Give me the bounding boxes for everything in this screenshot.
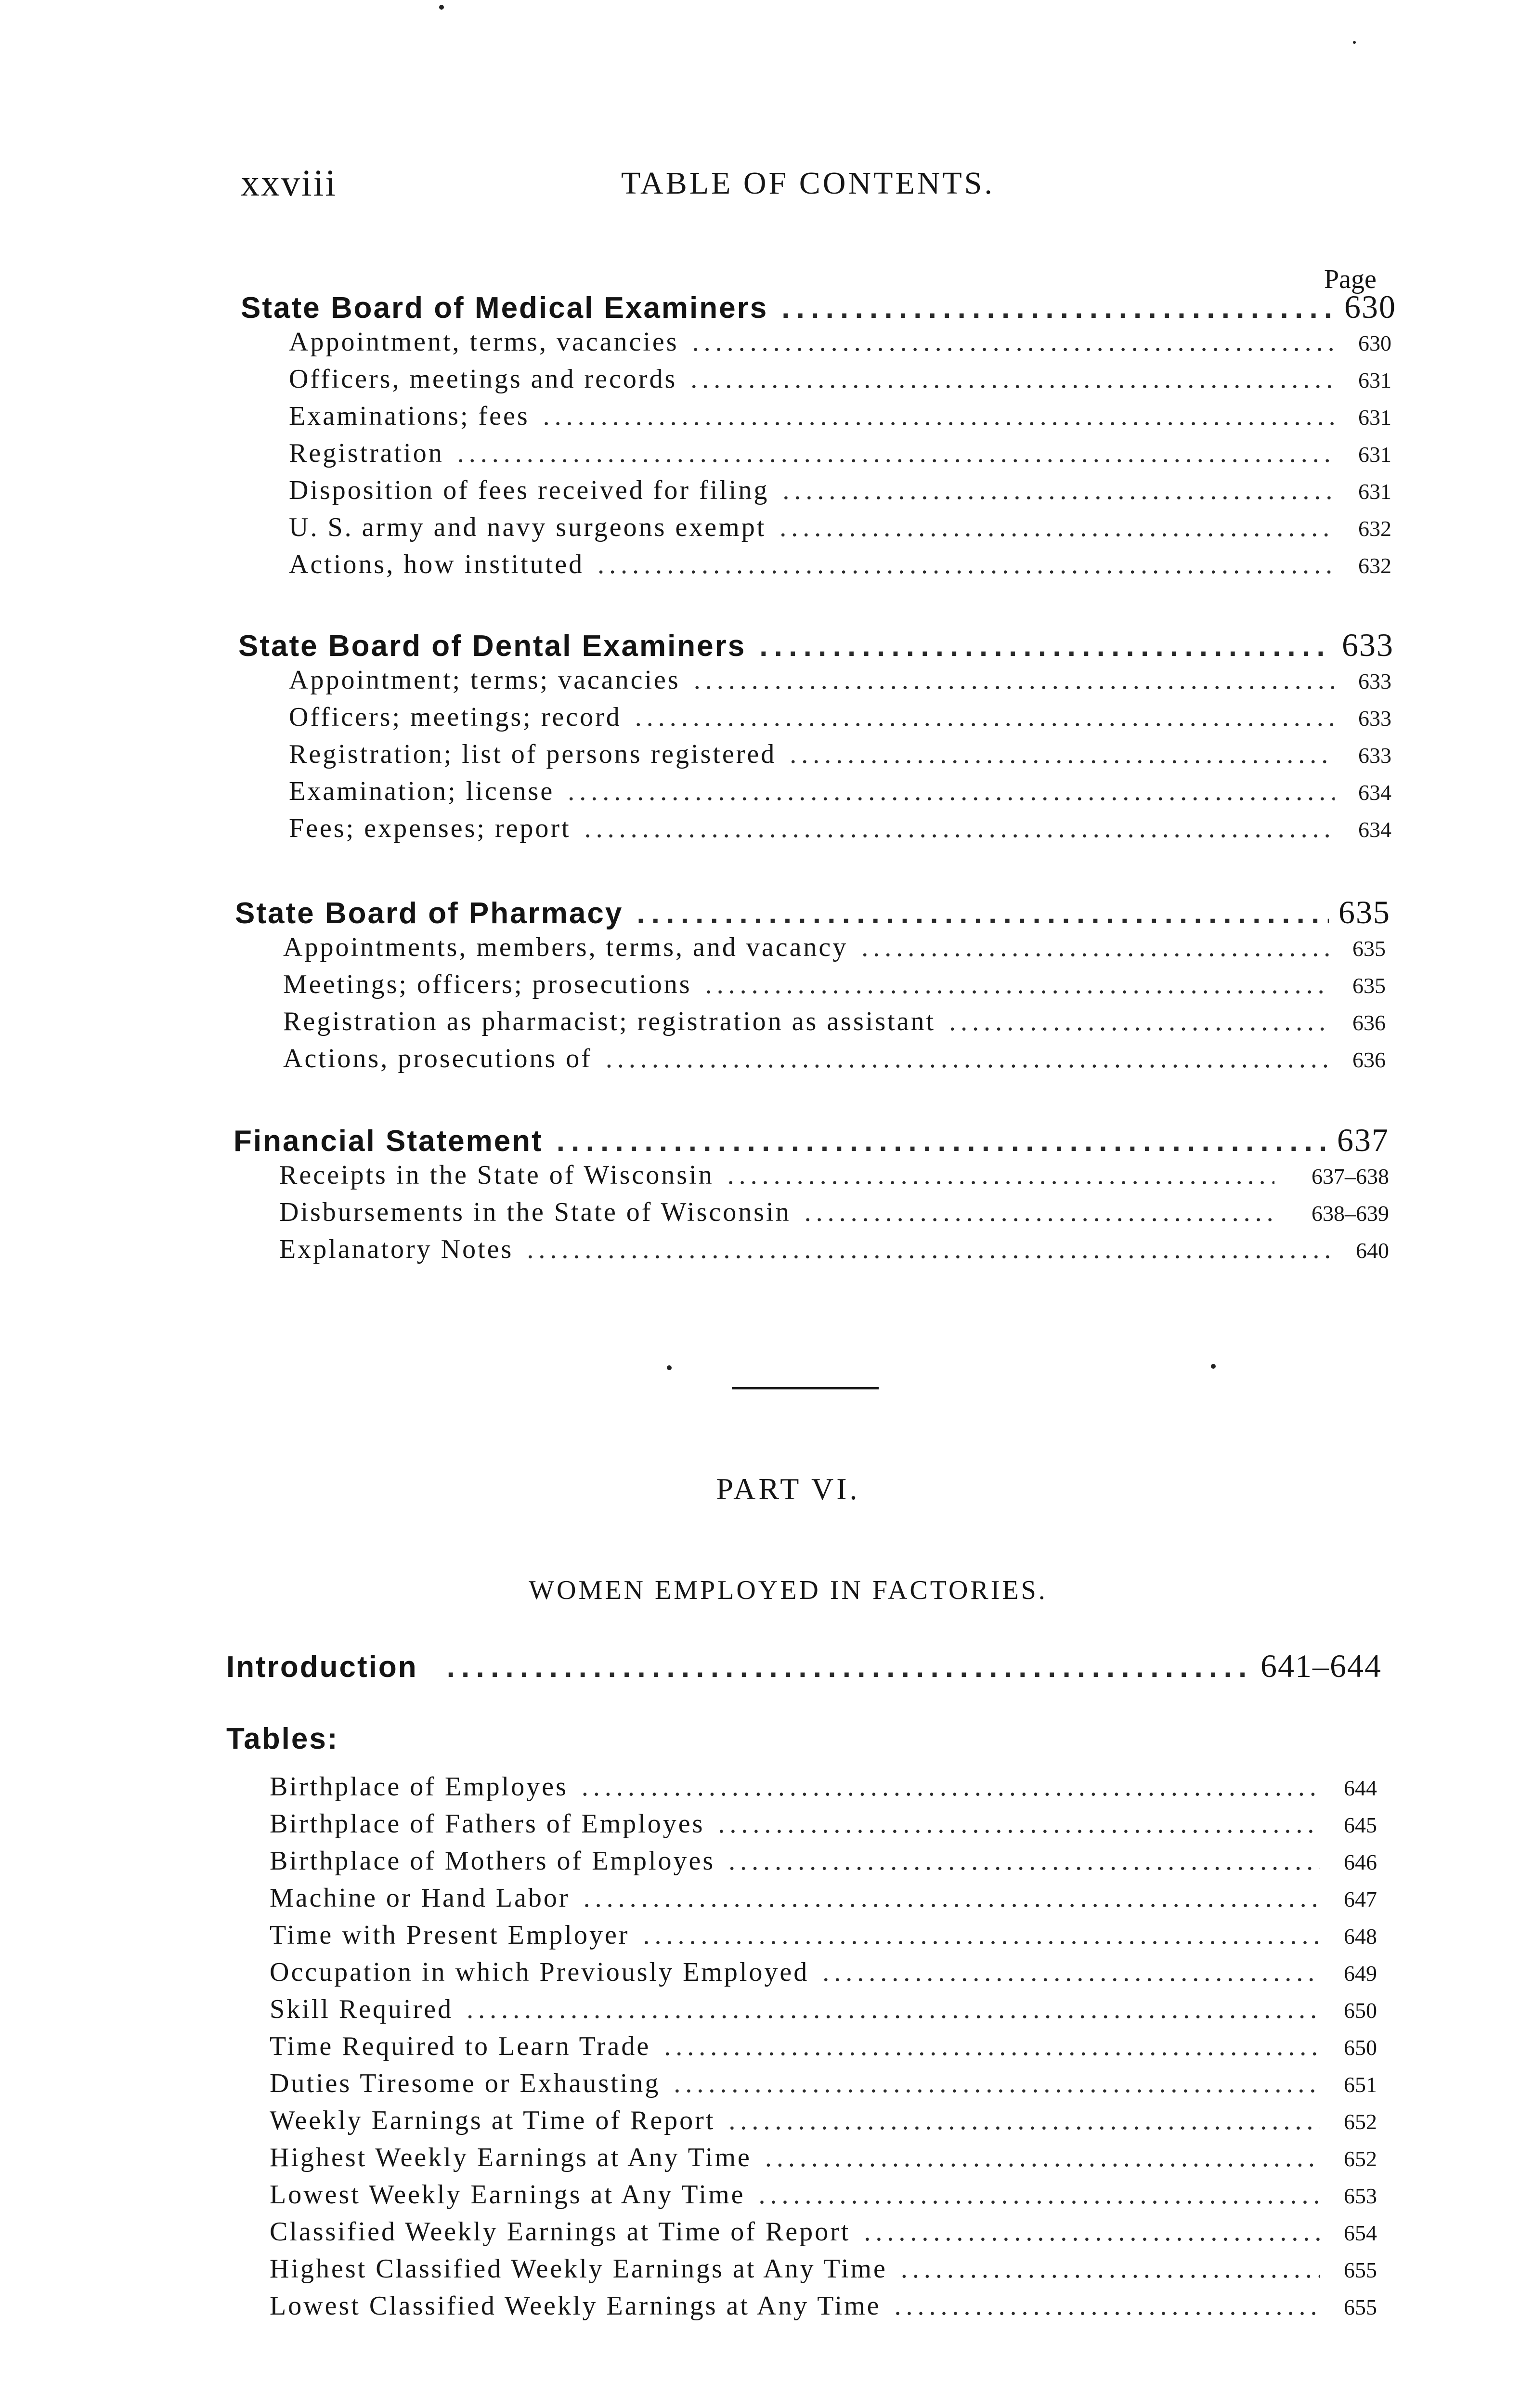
toc-section-dental	[238, 626, 1394, 850]
toc-entry	[270, 1771, 1377, 1808]
entry-label: Explanatory Notes	[279, 1234, 514, 1264]
toc-entry	[270, 1883, 1377, 1920]
entry-page: 633	[1358, 706, 1391, 731]
entry-label: Registration as pharmacist; registration as assistant	[283, 1007, 936, 1036]
entry-label: Meetings; officers; prosecutions	[283, 969, 692, 999]
toc-entry	[289, 475, 1391, 512]
dot-leader	[692, 327, 1335, 357]
entry-page: 650	[1344, 2035, 1377, 2060]
dot-leader	[585, 813, 1335, 844]
entry-label: Machine or Hand Labor	[270, 1883, 570, 1913]
toc-entry	[270, 2290, 1377, 2328]
toc-tables-list	[270, 1771, 1377, 2328]
dot-leader	[759, 2179, 1320, 2210]
section-page: 630	[1344, 288, 1396, 325]
toc-entry	[289, 702, 1391, 739]
section-title: Financial Statement	[234, 1125, 543, 1158]
section-divider-rule	[732, 1387, 879, 1389]
page-header	[241, 161, 1396, 219]
scan-speck	[439, 5, 444, 10]
entry-page: 631	[1358, 405, 1391, 430]
entry-label: Officers, meetings and records	[289, 364, 677, 394]
entry-label: Officers; meetings; record	[289, 702, 622, 732]
entry-label: Time with Present Employer	[270, 1920, 630, 1950]
entry-page: 636	[1352, 1010, 1386, 1035]
entry-page: 630	[1358, 331, 1391, 355]
toc-entry	[279, 1160, 1389, 1197]
entry-page: 631	[1358, 479, 1391, 504]
entry-label: Birthplace of Mothers of Employes	[270, 1846, 715, 1876]
dot-leader	[765, 2142, 1320, 2173]
page-column-label: Page	[1324, 264, 1377, 294]
toc-entry	[283, 1006, 1386, 1043]
section-title: State Board of Medical Examiners	[241, 291, 768, 325]
entry-page: 632	[1358, 553, 1391, 578]
entry-label: Receipts in the State of Wisconsin	[279, 1160, 714, 1190]
entry-page: 652	[1344, 2109, 1377, 2134]
dot-leader	[643, 1920, 1320, 1950]
scan-speck	[667, 1365, 672, 1370]
section-title: Introduction	[226, 1650, 418, 1684]
entry-page: 649	[1344, 1961, 1377, 1986]
section-heading	[238, 626, 1394, 665]
dot-leader	[447, 1650, 1251, 1684]
toc-entry	[270, 1957, 1377, 1994]
entry-page: 633	[1358, 743, 1391, 768]
entry-page: 640	[1356, 1238, 1389, 1263]
toc-entry	[270, 2216, 1377, 2253]
entry-label: U. S. army and navy surgeons exempt	[289, 512, 766, 542]
entry-page: 634	[1358, 817, 1391, 842]
toc-entry	[270, 2253, 1377, 2290]
toc-section-financial	[234, 1121, 1389, 1271]
entry-page: 644	[1344, 1776, 1377, 1800]
dot-leader	[674, 2068, 1320, 2099]
toc-entry	[270, 2142, 1377, 2179]
dot-leader	[582, 1771, 1320, 1802]
toc-entry	[270, 1845, 1377, 1883]
dot-leader	[543, 401, 1335, 432]
dot-leader	[728, 1845, 1320, 1876]
entry-page: 647	[1344, 1887, 1377, 1911]
section-heading	[241, 288, 1396, 327]
entry-label: Lowest Classified Weekly Earnings at Any Time	[270, 2291, 881, 2321]
toc-entry	[289, 549, 1391, 586]
dot-leader	[790, 739, 1335, 770]
dot-leader	[635, 702, 1335, 733]
dot-leader	[894, 2290, 1320, 2321]
entry-page: 637–638	[1312, 1164, 1389, 1189]
toc-introduction	[226, 1647, 1382, 1686]
section-heading	[226, 1647, 1382, 1686]
dot-leader	[728, 2105, 1320, 2136]
entry-page: 651	[1344, 2072, 1377, 2097]
toc-entry	[270, 1920, 1377, 1957]
entry-label: Examinations; fees	[289, 401, 530, 431]
toc-entry	[270, 1808, 1377, 1845]
running-title: TABLE OF CONTENTS.	[621, 166, 995, 201]
entry-label: Appointment; terms; vacancies	[289, 665, 680, 695]
dot-leader	[690, 364, 1335, 394]
dot-leader	[527, 1234, 1332, 1265]
toc-entry	[270, 2068, 1377, 2105]
dot-leader	[705, 969, 1329, 1000]
entry-page: 653	[1344, 2184, 1377, 2208]
dot-leader	[718, 1808, 1320, 1839]
part-title: PART VI.	[716, 1472, 860, 1506]
toc-entry	[289, 813, 1391, 850]
toc-entry	[289, 438, 1391, 475]
entry-page: 655	[1344, 2295, 1377, 2319]
dot-leader	[557, 1124, 1327, 1158]
section-page: 637	[1337, 1122, 1389, 1158]
dot-leader	[782, 475, 1335, 506]
entry-label: Occupation in which Previously Employed	[270, 1957, 809, 1987]
dot-leader	[822, 1957, 1320, 1988]
entry-label: Appointment, terms, vacancies	[289, 327, 679, 357]
toc-entry	[289, 739, 1391, 776]
entry-page: 635	[1352, 936, 1386, 961]
toc-entry	[289, 364, 1391, 401]
entry-page: 655	[1344, 2258, 1377, 2282]
toc-entry	[283, 969, 1386, 1006]
entry-page: 632	[1358, 516, 1391, 541]
part-subtitle: WOMEN EMPLOYED IN FACTORIES.	[529, 1575, 1048, 1605]
toc-section-pharmacy	[235, 893, 1390, 1080]
section-heading	[235, 893, 1390, 932]
entry-label: Highest Weekly Earnings at Any Time	[270, 2143, 752, 2172]
dot-leader	[637, 896, 1329, 930]
dot-leader	[781, 291, 1335, 325]
entry-label: Disbursements in the State of Wisconsin	[279, 1197, 791, 1227]
toc-entry	[289, 401, 1391, 438]
entry-label: Highest Classified Weekly Earnings at Any Time	[270, 2254, 887, 2284]
entry-page: 631	[1358, 442, 1391, 467]
toc-entry	[289, 512, 1391, 549]
toc-entry	[279, 1234, 1389, 1271]
dot-leader	[949, 1006, 1329, 1037]
toc-entry	[270, 2031, 1377, 2068]
entry-label: Registration	[289, 438, 444, 468]
dot-leader	[694, 665, 1335, 695]
scan-speck	[1353, 41, 1356, 44]
entry-label: Appointments, members, terms, and vacancy	[283, 932, 848, 962]
toc-entry	[289, 776, 1391, 813]
entry-page: 634	[1358, 780, 1391, 805]
toc-entry	[289, 327, 1391, 364]
section-page: 641–644	[1260, 1648, 1382, 1684]
toc-section-medical	[241, 288, 1396, 586]
entry-label: Lowest Weekly Earnings at Any Time	[270, 2180, 745, 2210]
entry-label: Skill Required	[270, 1994, 454, 2024]
toc-entry	[283, 932, 1386, 969]
dot-leader	[606, 1043, 1329, 1074]
dot-leader	[901, 2253, 1320, 2284]
entry-label: Birthplace of Fathers of Employes	[270, 1809, 705, 1839]
toc-entry	[289, 665, 1391, 702]
entry-page: 654	[1344, 2221, 1377, 2245]
entry-page: 635	[1352, 973, 1386, 998]
entry-label: Registration; list of persons registered	[289, 739, 777, 769]
entry-page: 638–639	[1312, 1201, 1389, 1226]
entry-label: Classified Weekly Earnings at Time of Report	[270, 2217, 851, 2247]
entry-label: Weekly Earnings at Time of Report	[270, 2106, 715, 2135]
entry-label: Actions, prosecutions of	[283, 1044, 592, 1073]
section-title: State Board of Dental Examiners	[238, 629, 746, 663]
section-page: 635	[1338, 894, 1390, 930]
entry-page: 631	[1358, 368, 1391, 393]
entry-label: Disposition of fees received for filing	[289, 475, 769, 505]
dot-leader	[598, 549, 1335, 580]
dot-leader	[568, 776, 1335, 807]
page-number: xxviii	[241, 162, 338, 204]
toc-entry	[270, 2105, 1377, 2142]
entry-label: Birthplace of Employes	[270, 1772, 568, 1802]
entry-page: 645	[1344, 1813, 1377, 1837]
entry-label: Fees; expenses; report	[289, 813, 571, 843]
entry-page: 646	[1344, 1850, 1377, 1874]
section-page: 633	[1342, 627, 1394, 663]
dot-leader	[861, 932, 1329, 963]
entry-label: Time Required to Learn Trade	[270, 2031, 651, 2061]
section-heading	[234, 1121, 1389, 1160]
dot-leader	[664, 2031, 1320, 2062]
entry-page: 648	[1344, 1924, 1377, 1949]
dot-leader	[779, 512, 1335, 543]
tables-heading: Tables:	[226, 1722, 339, 1755]
dot-leader	[728, 1160, 1274, 1191]
entry-page: 633	[1358, 669, 1391, 694]
dot-leader	[457, 438, 1335, 469]
entry-label: Examination; license	[289, 776, 555, 806]
dot-leader	[759, 629, 1332, 663]
toc-entry	[270, 1994, 1377, 2031]
toc-entry	[270, 2179, 1377, 2216]
dot-leader	[467, 1994, 1320, 2025]
scan-speck	[1211, 1364, 1216, 1369]
entry-page: 636	[1352, 1047, 1386, 1072]
dot-leader	[584, 1883, 1320, 1913]
entry-label: Actions, how instituted	[289, 550, 585, 579]
toc-entry	[279, 1197, 1389, 1234]
section-title: State Board of Pharmacy	[235, 897, 624, 930]
dot-leader	[864, 2216, 1320, 2247]
entry-page: 650	[1344, 1998, 1377, 2023]
entry-label: Duties Tiresome or Exhausting	[270, 2068, 661, 2098]
entry-page: 652	[1344, 2146, 1377, 2171]
dot-leader	[805, 1197, 1274, 1228]
toc-entry	[283, 1043, 1386, 1080]
